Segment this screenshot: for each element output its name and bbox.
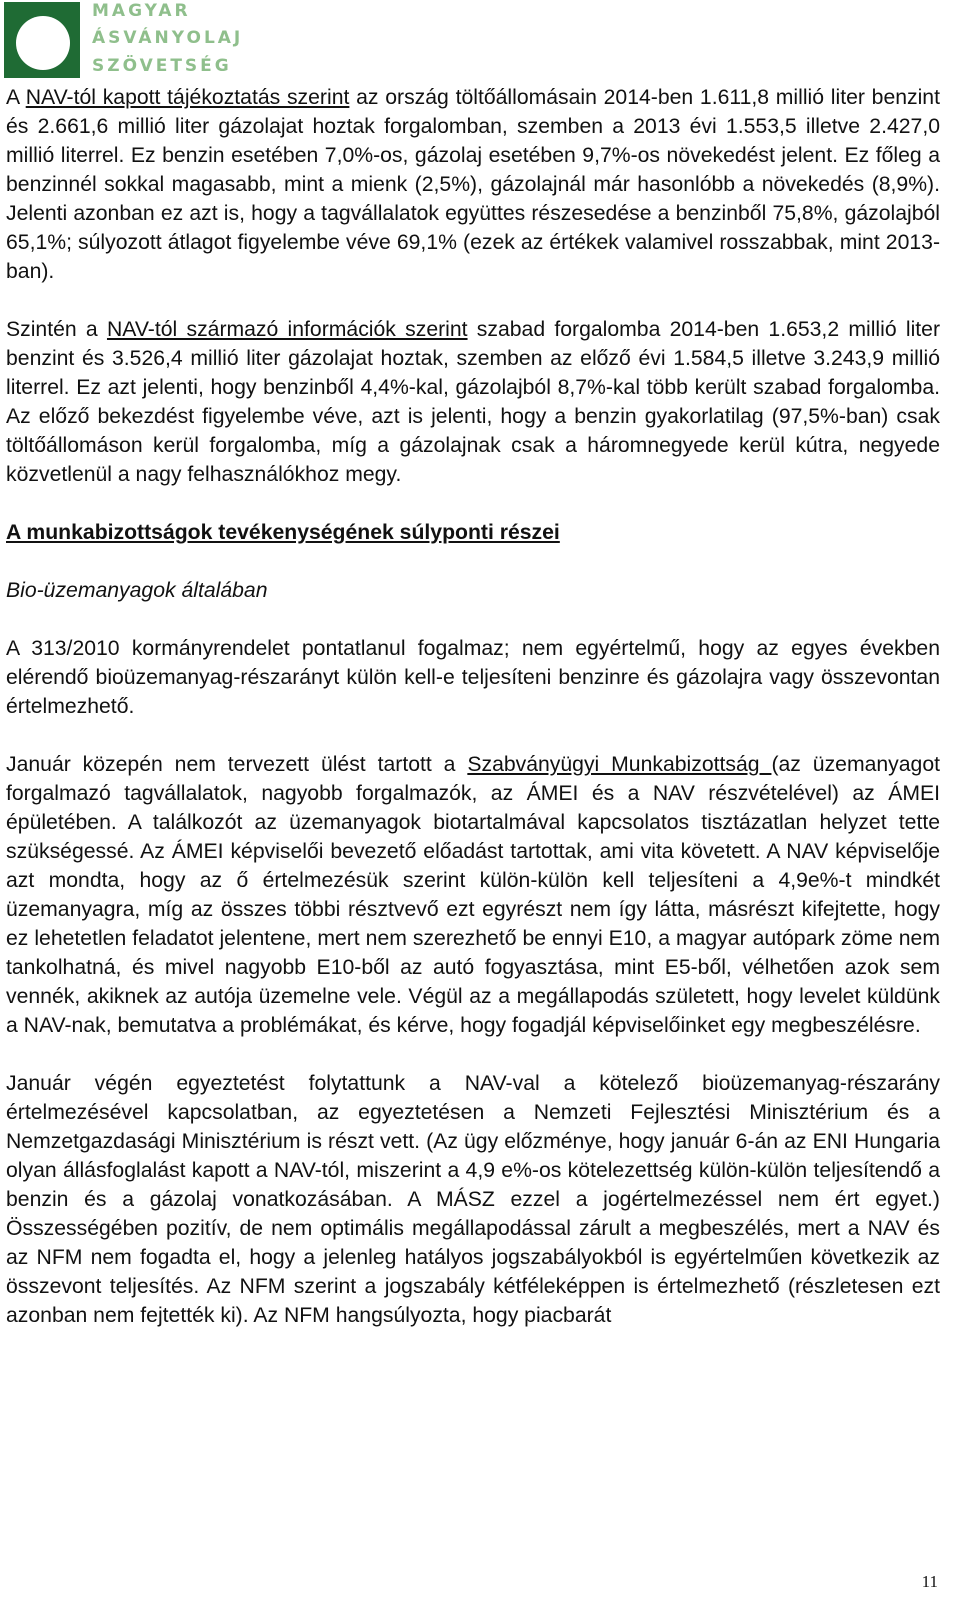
page-number: 11	[921, 1572, 938, 1591]
paragraph-text: Január közepén nem tervezett ülést tartott a	[6, 753, 468, 776]
logo-text-line-3: SZÖVETSÉG	[92, 56, 232, 76]
nav-information-link[interactable]: NAV-tól kapott tájékoztatás szerint	[25, 86, 350, 109]
section-subheading: Bio-üzemanyagok általában	[6, 579, 268, 602]
paragraph-text: szabad forgalomba 2014-ben 1.653,2 millió liter benzint és 3.526,4 millió liter gázolajat hoztak, szemben az előző évi 1.584,5 illetve 3.243,9 millió literrel. Ez azt jelenti, hogy benzinből 4,4%-kal, gázolajból 8,7%-kal több került szabad forgalomba. Az előző bekezdést figyelembe véve, azt is jelenti, hogy a benzin gyakorlatilag (97,5%-ban) csak töltőállomáson kerül forgalomba, míg a gázolajnak csak a háromnegyede kerül kútra, negyede közvetlenül a nagy felhasználókhoz megy.	[6, 318, 941, 486]
paragraph-text: Szintén a	[6, 318, 107, 341]
logo-text-line-1: MAGYAR	[92, 1, 191, 21]
section-heading: A munkabizottságok tevékenységének súlyponti részei	[6, 521, 560, 544]
nav-data-link[interactable]: NAV-tól származó információk szerint	[106, 318, 468, 341]
logo-text-line-2: ÁSVÁNYOLAJ	[92, 28, 244, 48]
paragraph-text: az ország töltőállomásain 2014-ben 1.611,8 millió liter benzint és 2.661,6 millió liter gázolajat hoztak forgalomban, szemben a 2013 évi 1.553,5 illetve 2.427,0 millió literrel. Ez benzin esetében 7,0%-os, gázolaj esetében 9,7%-os növekedést jelent. Ez főleg a benzinnél sokkal magasabb, mint a mienk (2,5%), gázolajnál már hasonlóbb a növekedés (8,9%). Jelenti azonban ez azt is, hogy a tagvállalatok együttes részesedése a benzinből 75,8%, gázolajból 65,1%; súlyozott átlagot figyelembe véve 69,1% (ezek az értékek valamivel rosszabbak, mint 2013-ban).	[6, 86, 940, 283]
paragraph-nav-consultation: Január végén egyeztetést folytattunk a NAV-val a kötelező bioüzemanyag-részarány értelmezésével kapcsolatban, az egyeztetésen a Nemzeti Fejlesztési Minisztérium és a Nemzetgazdasági Minisztérium is részt vett. (Az ügy előzménye, hogy január 6-án az ENI Hungaria olyan állásfoglalást kapott a NAV-tól, miszerint a 4,9 e%-os kötelezettség külön-külön teljesítendő a benzin és a gázolaj vonatkozásában. A MÁSZ ezzel a jogértelmezéssel nem ért egyet.) Összességében pozitív, de nem optimális megállapodással zárult a megbeszélés, mert a NAV és az NFM nem fogadta el, hogy a jelenleg hatályos jogszabályokból is egyértelműen következik az összevont teljesítés. Az NFM szerint a jogszabály kétféleképpen is értelmezhető (részletesen ezt azonban nem fejtették ki). Az NFM hangsúlyozta, hogy piacbarát	[6, 1072, 940, 1327]
logo-circle-icon	[16, 16, 70, 70]
organization-logo	[4, 2, 264, 80]
standards-committee-link[interactable]: Szabványügyi Munkabizottság	[467, 753, 772, 776]
paragraph-text: A	[6, 86, 26, 109]
paragraph-text: (az üzemanyagot forgalmazó tagvállalatok, nagyobb forgalmazók, az ÁMEI és a NAV részvételével) az ÁMEI épületében. A találkozót az üzemanyagok biotartalmával kapcsolatos tisztázatlan helyzet tette szükségessé. Az ÁMEI képviselői bevezető előadást tartottak, ami vita követett. A NAV képviselője azt mondta, hogy az ő értelmezésük szerint külön-külön kell teljesíteni a 4,9e%-t mindkét üzemanyagra, míg az összes többi résztvevő ezt egyrészt nem így látta, másrészt kifejtette, hogy ez lehetetlen feladatot jelentene, mert nem szerezhető be ennyi E10, a magyar autópark zöme nem tankolhatná, és mivel nagyobb E10-ből az autó fogyasztása, mint E5-ből, vélhetően azok sem vennék, akiknek az autója üzemelne vele. Végül az a megállapodás született, hogy levelet küldünk a NAV-nak, bemutatva a problémákat, és kérve, hogy fogadjál képviselőinket egy megbeszélésre.	[6, 753, 940, 1037]
paragraph-standards-committee	[6, 750, 940, 1040]
paragraph-government-decree: A 313/2010 kormányrendelet pontatlanul fogalmaz; nem egyértelmű, hogy az egyes években elérendő bioüzemanyag-részarányt külön kell-e teljesíteni benzinre és gázolajra vagy összevontan értelmezhető.	[6, 637, 940, 718]
paragraph-free-circulation	[6, 315, 940, 489]
paragraph-nav-fuel-sales	[6, 83, 940, 286]
document-body	[6, 83, 940, 1330]
logo-mark-icon	[4, 2, 80, 78]
